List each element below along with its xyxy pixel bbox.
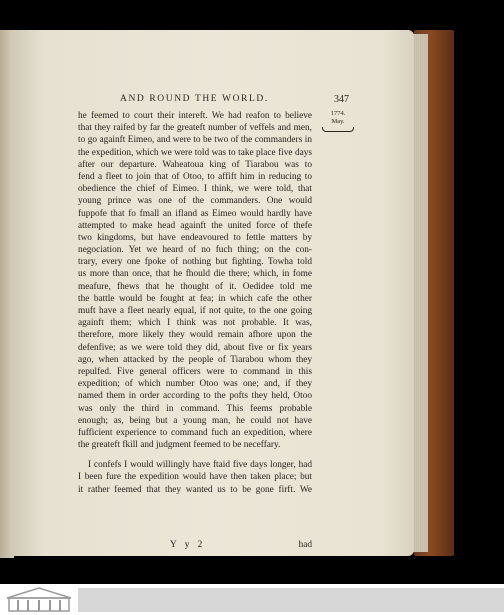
- text-line: fuppofe that fo fmall an ifland as Eimeo would hardly have: [78, 208, 312, 219]
- text-line: defenfive; as we were told they did, about five or fix years: [78, 342, 312, 353]
- text-line: ago, when attacked by the people of Tiarabou whom they: [78, 354, 312, 365]
- text-line: it rather feemed that they wanted us to be gone firft. We: [78, 484, 312, 495]
- text-line: he feemed to court their intereft. We had reafon to believe: [78, 111, 312, 121]
- text-line: obedience the chief of Eimeo. I think, we were told, that: [78, 184, 312, 195]
- text-line: the greateft fkill and judgment feemed to be neceffary.: [78, 440, 281, 451]
- footer-gray-bar: [78, 588, 504, 612]
- text-line: trary, every one fpoke of nothing but fighting. Towha told: [78, 257, 312, 268]
- text-line: two kingdoms, but have endeavoured to fettle matters by: [78, 232, 312, 243]
- building-facade-icon: [4, 586, 74, 613]
- catchword: had: [298, 540, 312, 550]
- text-line: fufficient experience to command fuch an expedition, where: [78, 427, 312, 438]
- paragraph-2: [78, 459, 312, 496]
- text-line: therefore, more likely they would remain afhore upon the: [78, 330, 312, 341]
- text-line: repulfed. Five general officers were to command in this: [78, 366, 312, 377]
- text-line: muft have a fleet nearly equal, if not quite, to the one going: [78, 306, 312, 316]
- marginal-note: [318, 110, 358, 132]
- text-line: the expedition, which we were told was to take place five days: [78, 147, 312, 158]
- text-line: young prince was one of the commanders. One would: [78, 196, 312, 207]
- marginal-month: May.: [331, 118, 345, 125]
- brace-mark: [322, 127, 354, 132]
- text-line: us more than once, that he fhould die there; which, in fome: [78, 269, 312, 280]
- text-line: I been fure the expedition would have then taken place; but: [78, 472, 312, 483]
- text-line: againft them; which I think was not probable. It was,: [78, 318, 312, 329]
- text-line: the battle would be fought at fea; in which cafe the other: [78, 293, 312, 304]
- signature-mark: Y y 2: [170, 540, 206, 550]
- body-text: [78, 110, 312, 496]
- text-line: enough; as, being but a young man, he could not have: [78, 415, 312, 426]
- text-line: expedition; of which number Otoo was one; and, if they: [78, 379, 312, 390]
- text-line: fend a fleet to join that of Otoo, to affift him in reducing to: [78, 171, 312, 182]
- text-line: negociation. Yet we heard of no fuch thing; on the con-: [78, 245, 312, 256]
- text-line: that they raifed by far the greateft number of veffels and men,: [78, 123, 312, 134]
- running-head: AND ROUND THE WORLD.: [120, 94, 269, 104]
- text-line: meafure, fhews that he thought of it. Oedidee told me: [78, 281, 312, 292]
- page-edges: [412, 34, 428, 552]
- paragraph-1: [78, 110, 312, 451]
- text-line: after our departure. Waheatoua king of Tiarabou was to: [78, 159, 312, 170]
- text-line: was only the third in command. This feems probable: [78, 403, 312, 414]
- text-line: attempted to make head againft the united force of thefe: [78, 220, 312, 231]
- page-number: 347: [334, 94, 349, 105]
- viewer-footer-bar: [0, 584, 504, 615]
- text-line: named them in order according to the pofts they held, Otoo: [78, 391, 312, 402]
- text-line: I confefs I would willingly have ftaid five days longer, had: [88, 460, 312, 471]
- text-line: to go againft Eimeo, and were to be two of the commanders in: [78, 135, 312, 146]
- marginal-year: 1774.: [330, 110, 346, 117]
